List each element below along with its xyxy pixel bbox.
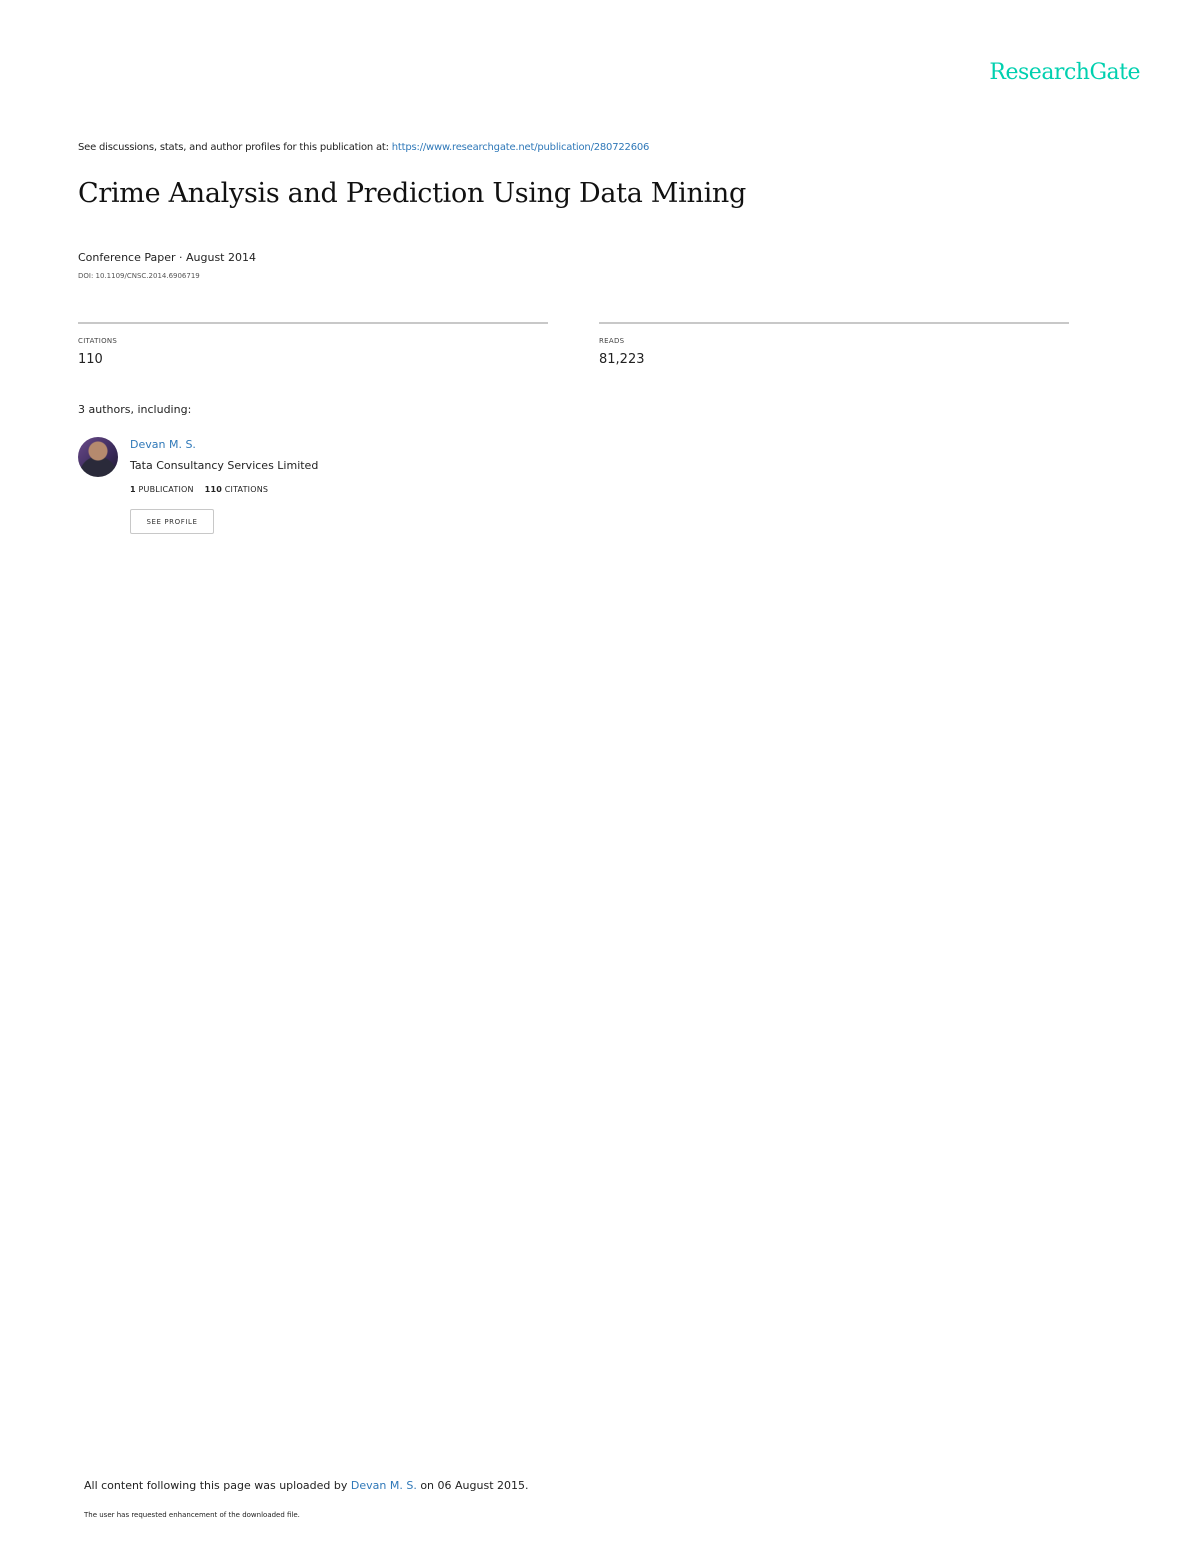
upload-suffix: on 06 August 2015. bbox=[416, 1479, 529, 1492]
see-profile-button[interactable]: SEE PROFILE bbox=[130, 509, 214, 534]
upload-prefix: All content following this page was uploaded by bbox=[84, 1479, 351, 1492]
reads-divider bbox=[599, 322, 1069, 324]
publication-url-link[interactable]: https://www.researchgate.net/publication/280722606 bbox=[391, 142, 650, 153]
download-note: The user has requested enhancement of the downloaded file. bbox=[84, 1511, 300, 1519]
reads-label: READS bbox=[599, 337, 625, 345]
author-affiliation: Tata Consultancy Services Limited bbox=[130, 459, 319, 472]
author-avatar[interactable] bbox=[78, 437, 118, 477]
author-citations-label: CITATIONS bbox=[224, 485, 269, 494]
citations-divider bbox=[78, 322, 548, 324]
author-publications-label: PUBLICATION bbox=[138, 485, 194, 494]
intro-text: See discussions, stats, and author profiles for this publication at: bbox=[78, 142, 392, 153]
researchgate-logo: ResearchGate bbox=[989, 60, 1140, 85]
author-citations-count: 110 bbox=[204, 485, 222, 494]
publication-doi: DOI: 10.1109/CNSC.2014.6906719 bbox=[78, 272, 200, 280]
upload-notice bbox=[84, 1479, 529, 1492]
author-stats bbox=[130, 485, 268, 494]
author-name-link[interactable]: Devan M. S. bbox=[130, 438, 196, 451]
publication-title: Crime Analysis and Prediction Using Data Mining bbox=[78, 178, 746, 209]
author-publications-count: 1 bbox=[130, 485, 136, 494]
publication-meta: Conference Paper · August 2014 bbox=[78, 251, 256, 264]
citations-label: CITATIONS bbox=[78, 337, 118, 345]
authors-heading: 3 authors, including: bbox=[78, 403, 192, 416]
citations-value: 110 bbox=[78, 352, 103, 367]
reads-value: 81,223 bbox=[599, 352, 645, 367]
uploader-link[interactable]: Devan M. S. bbox=[350, 1479, 417, 1492]
intro-line bbox=[78, 142, 649, 153]
